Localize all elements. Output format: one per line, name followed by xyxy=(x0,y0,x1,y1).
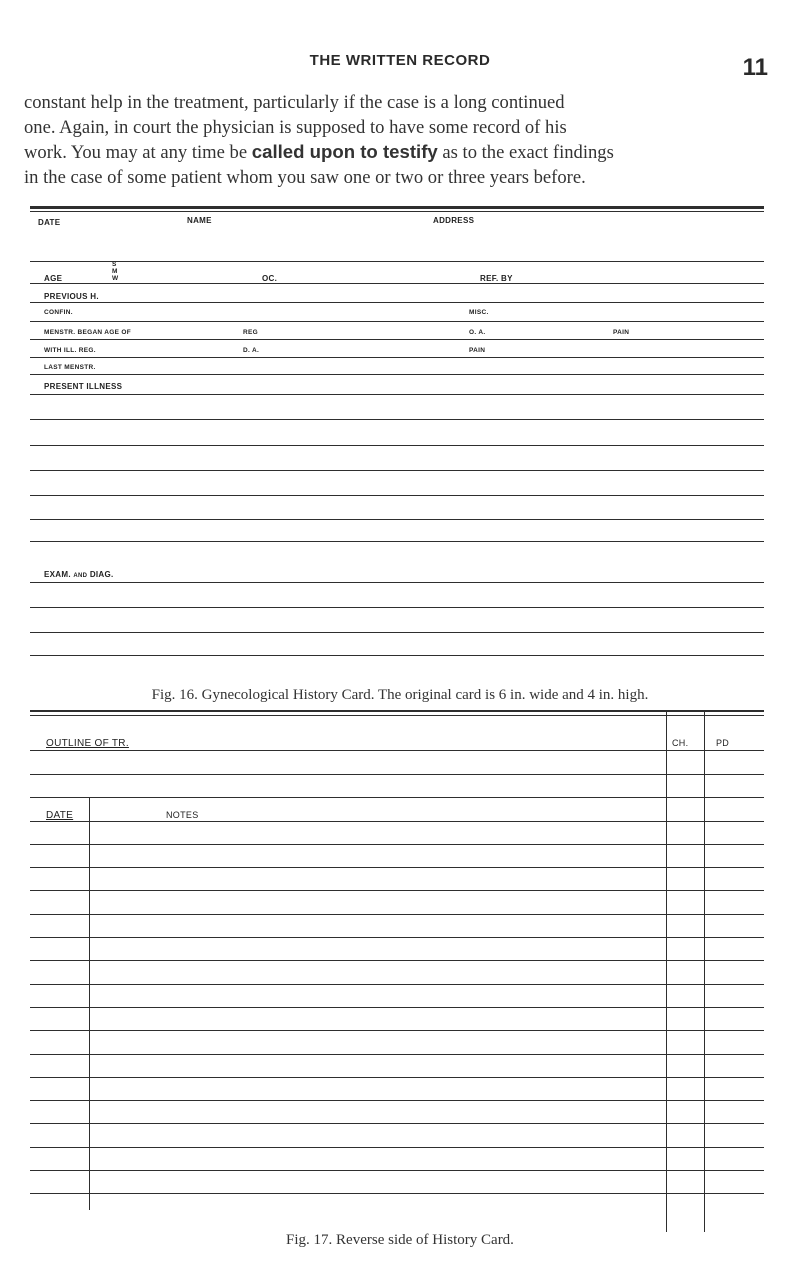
label-date: DATE xyxy=(38,218,61,227)
label-confin: CONFIN. xyxy=(44,309,73,316)
row-line xyxy=(30,632,764,633)
label-reg: REG xyxy=(243,329,258,336)
row-line xyxy=(30,582,764,583)
row-line xyxy=(30,374,764,375)
row-line xyxy=(30,321,764,322)
label-last-menstr: LAST MENSTR. xyxy=(44,364,96,371)
body-bold-phrase: called upon to testify xyxy=(251,141,438,162)
table-row-line xyxy=(30,1007,764,1008)
row-line xyxy=(30,470,764,471)
label-ref-by: REF. BY xyxy=(480,274,513,283)
label-with-ill-reg: WITH ILL. REG. xyxy=(44,347,96,354)
row-line xyxy=(30,519,764,520)
ch-left-divider xyxy=(666,712,667,1232)
label-previous-h: PREVIOUS H. xyxy=(44,292,99,301)
table-row-line xyxy=(30,867,764,868)
label-exam-diag xyxy=(44,570,114,579)
pd-left-divider xyxy=(704,712,705,1232)
row-line xyxy=(30,607,764,608)
fig17-caption: Fig. 17. Reverse side of History Card. xyxy=(286,1232,514,1248)
table-row-line xyxy=(30,1123,764,1124)
row-line xyxy=(30,495,764,496)
label-misc: MISC. xyxy=(469,309,489,316)
label-name: NAME xyxy=(187,216,212,225)
body-line-2: one. Again, in court the physician is supposed to have some record of his xyxy=(24,116,567,138)
row-line xyxy=(30,394,764,395)
table-row-line xyxy=(30,984,764,985)
label-date-col: DATE xyxy=(46,810,74,821)
running-head: THE WRITTEN RECORD xyxy=(309,52,491,69)
table-row-line xyxy=(30,937,764,938)
table-row-line xyxy=(30,797,764,798)
body-line-4: in the case of some patient whom you saw one or two or three years before. xyxy=(24,166,586,188)
history-card-reverse xyxy=(0,700,800,1261)
row-line xyxy=(30,261,764,262)
table-row-line xyxy=(30,821,764,822)
row-line xyxy=(30,445,764,446)
label-ch: CH. xyxy=(672,738,689,748)
table-row-line xyxy=(30,960,764,961)
table-row-line xyxy=(30,1170,764,1171)
page-number: 11 xyxy=(742,54,768,81)
label-pain-1: PAIN xyxy=(613,329,630,336)
table-row-line xyxy=(30,890,764,891)
table-row-line xyxy=(30,1077,764,1078)
label-notes-col: NOTES xyxy=(166,810,199,820)
label-present-illness: PRESENT ILLNESS xyxy=(44,382,123,391)
label-diag: DIAG. xyxy=(89,570,114,579)
label-age: AGE xyxy=(44,274,63,283)
reverse-top-rule-2 xyxy=(30,715,764,716)
row-line xyxy=(30,655,764,656)
notes-left-divider xyxy=(89,797,90,1210)
label-exam: EXAM. xyxy=(44,570,71,579)
row-line xyxy=(30,302,764,303)
label-address: ADDRESS xyxy=(433,216,475,225)
row-line xyxy=(30,541,764,542)
table-row-line xyxy=(30,844,764,845)
table-row-line xyxy=(30,1193,764,1194)
label-pd: PD xyxy=(716,738,730,748)
row-line xyxy=(30,283,764,284)
row-line xyxy=(30,419,764,420)
table-row-line xyxy=(30,1030,764,1031)
body-line-3-start: work. You may at any time be xyxy=(24,142,248,163)
table-row-line xyxy=(30,1100,764,1101)
card-top-rule xyxy=(30,206,764,209)
body-line-3-tail: as to the exact findings xyxy=(442,142,614,163)
label-pain-2: PAIN xyxy=(469,347,486,354)
table-row-line xyxy=(30,750,764,751)
label-oa: O. A. xyxy=(469,329,486,336)
label-oc: OC. xyxy=(262,274,278,283)
label-outline-of-tr: OUTLINE OF TR. xyxy=(46,738,129,749)
body-line-1: constant help in the treatment, particularly if the case is a long continued xyxy=(24,92,565,113)
card-top-rule-2 xyxy=(30,211,764,212)
table-row-line xyxy=(30,914,764,915)
reverse-top-rule xyxy=(30,710,764,712)
table-row-line xyxy=(30,1147,764,1148)
table-row-line xyxy=(30,774,764,775)
table-row-line xyxy=(30,1054,764,1055)
label-sex: S M W xyxy=(112,261,119,282)
label-menstr-began: MENSTR. BEGAN AGE OF xyxy=(44,329,132,336)
fig16-caption: Fig. 16. Gynecological History Card. The original card is 6 in. wide and 4 in. high. xyxy=(151,687,649,703)
label-da: D. A. xyxy=(243,347,260,354)
row-line xyxy=(30,357,764,358)
row-line xyxy=(30,339,764,340)
label-exam-and: AND xyxy=(73,573,88,579)
